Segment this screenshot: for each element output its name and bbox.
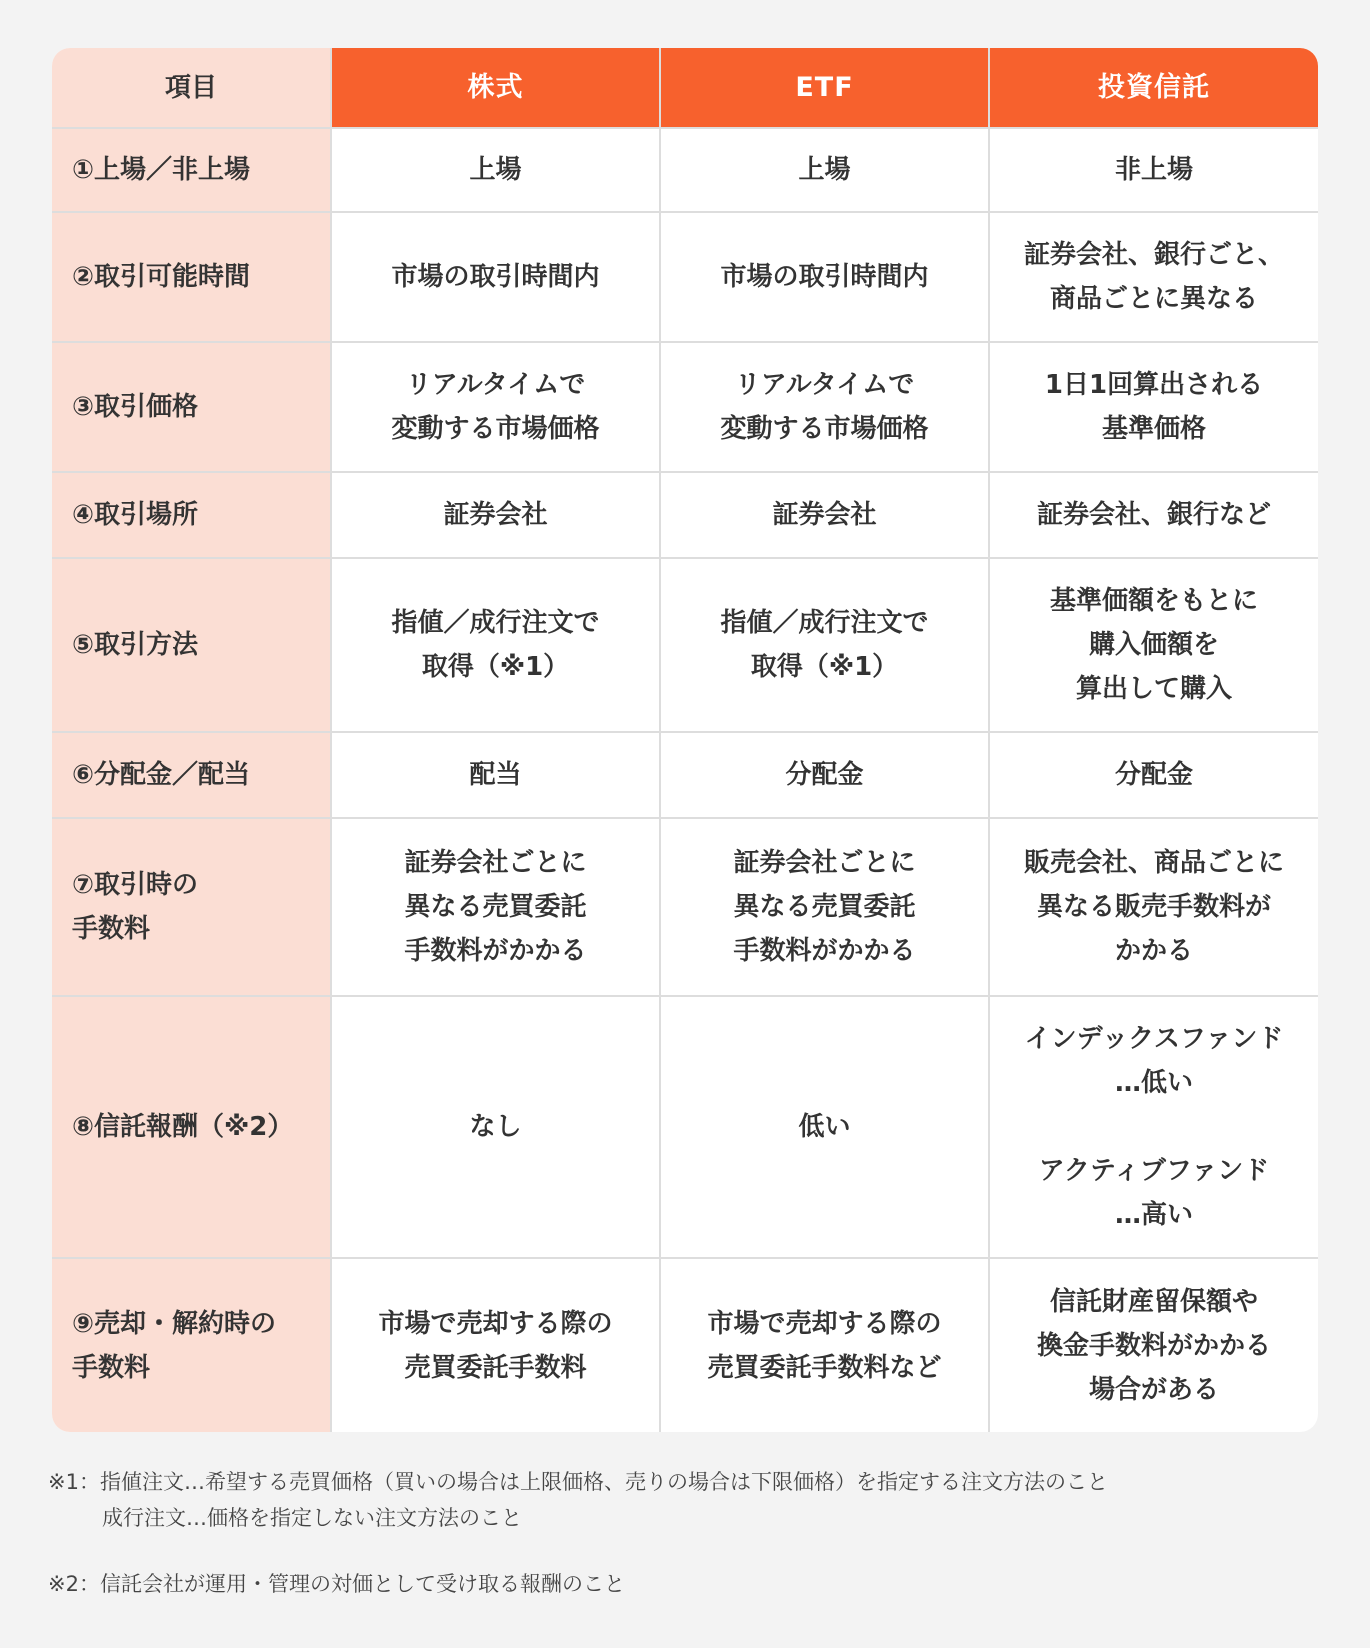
header-item: 項目 [52, 48, 331, 128]
cell-etf: 指値／成行注文で 取得（※1） [660, 558, 989, 732]
cell-etf: 分配金 [660, 732, 989, 818]
row-label: ③取引価格 [52, 342, 331, 472]
table-row [52, 558, 1318, 732]
table-row [52, 996, 1318, 1258]
header-stock: 株式 [331, 48, 660, 128]
row-label: ⑥分配金／配当 [52, 732, 331, 818]
row-label: ④取引場所 [52, 472, 331, 558]
comparison-table [52, 48, 1318, 1432]
row-label: ②取引可能時間 [52, 212, 331, 342]
cell-stock: 市場で売却する際の 売買委託手数料 [331, 1258, 660, 1432]
cell-stock: 上場 [331, 128, 660, 212]
cell-stock: 市場の取引時間内 [331, 212, 660, 342]
footnote-2: ※2：信託会社が運用・管理の対価として受け取る報酬のこと [48, 1572, 625, 1596]
cell-etf: 証券会社 [660, 472, 989, 558]
cell-stock: なし [331, 996, 660, 1258]
cell-fund: 1日1回算出される 基準価格 [989, 342, 1318, 472]
cell-fund: 販売会社、商品ごとに 異なる販売手数料が かかる [989, 818, 1318, 996]
cell-fund: 非上場 [989, 128, 1318, 212]
cell-stock: 指値／成行注文で 取得（※1） [331, 558, 660, 732]
header-etf: ETF [660, 48, 989, 128]
table-row [52, 818, 1318, 996]
cell-fund: 証券会社、銀行など [989, 472, 1318, 558]
cell-etf: 市場の取引時間内 [660, 212, 989, 342]
footnote-spacer [48, 1536, 1108, 1566]
cell-fund: インデックスファンド …低い アクティブファンド …高い [989, 996, 1318, 1258]
cell-stock: 証券会社 [331, 472, 660, 558]
table-row [52, 212, 1318, 342]
table-row [52, 732, 1318, 818]
cell-etf: 市場で売却する際の 売買委託手数料など [660, 1258, 989, 1432]
cell-etf: リアルタイムで 変動する市場価格 [660, 342, 989, 472]
table-row [52, 1258, 1318, 1432]
cell-fund: 信託財産留保額や 換金手数料がかかる 場合がある [989, 1258, 1318, 1432]
cell-stock: 証券会社ごとに 異なる売買委託 手数料がかかる [331, 818, 660, 996]
cell-etf: 上場 [660, 128, 989, 212]
row-label: ⑧信託報酬（※2） [52, 996, 331, 1258]
cell-etf: 低い [660, 996, 989, 1258]
cell-etf: 証券会社ごとに 異なる売買委託 手数料がかかる [660, 818, 989, 996]
header-row [52, 48, 1318, 128]
table-row [52, 128, 1318, 212]
footnote-1: ※1：指値注文…希望する売買価格（買いの場合は上限価格、売りの場合は下限価格）を指定する注文方法のこと [48, 1470, 1108, 1494]
footnote-1-continued: 成行注文…価格を指定しない注文方法のこと [102, 1506, 522, 1530]
cell-fund: 証券会社、銀行ごと、 商品ごとに異なる [989, 212, 1318, 342]
cell-fund: 基準価額をもとに 購入価額を 算出して購入 [989, 558, 1318, 732]
cell-stock: 配当 [331, 732, 660, 818]
row-label: ①上場／非上場 [52, 128, 331, 212]
row-label: ⑤取引方法 [52, 558, 331, 732]
table-row [52, 472, 1318, 558]
cell-stock: リアルタイムで 変動する市場価格 [331, 342, 660, 472]
cell-fund: 分配金 [989, 732, 1318, 818]
footnotes [48, 1464, 1108, 1602]
header-fund: 投資信託 [989, 48, 1318, 128]
table-row [52, 342, 1318, 472]
row-label: ⑨売却・解約時の 手数料 [52, 1258, 331, 1432]
comparison-table-container [52, 48, 1318, 1432]
row-label: ⑦取引時の 手数料 [52, 818, 331, 996]
